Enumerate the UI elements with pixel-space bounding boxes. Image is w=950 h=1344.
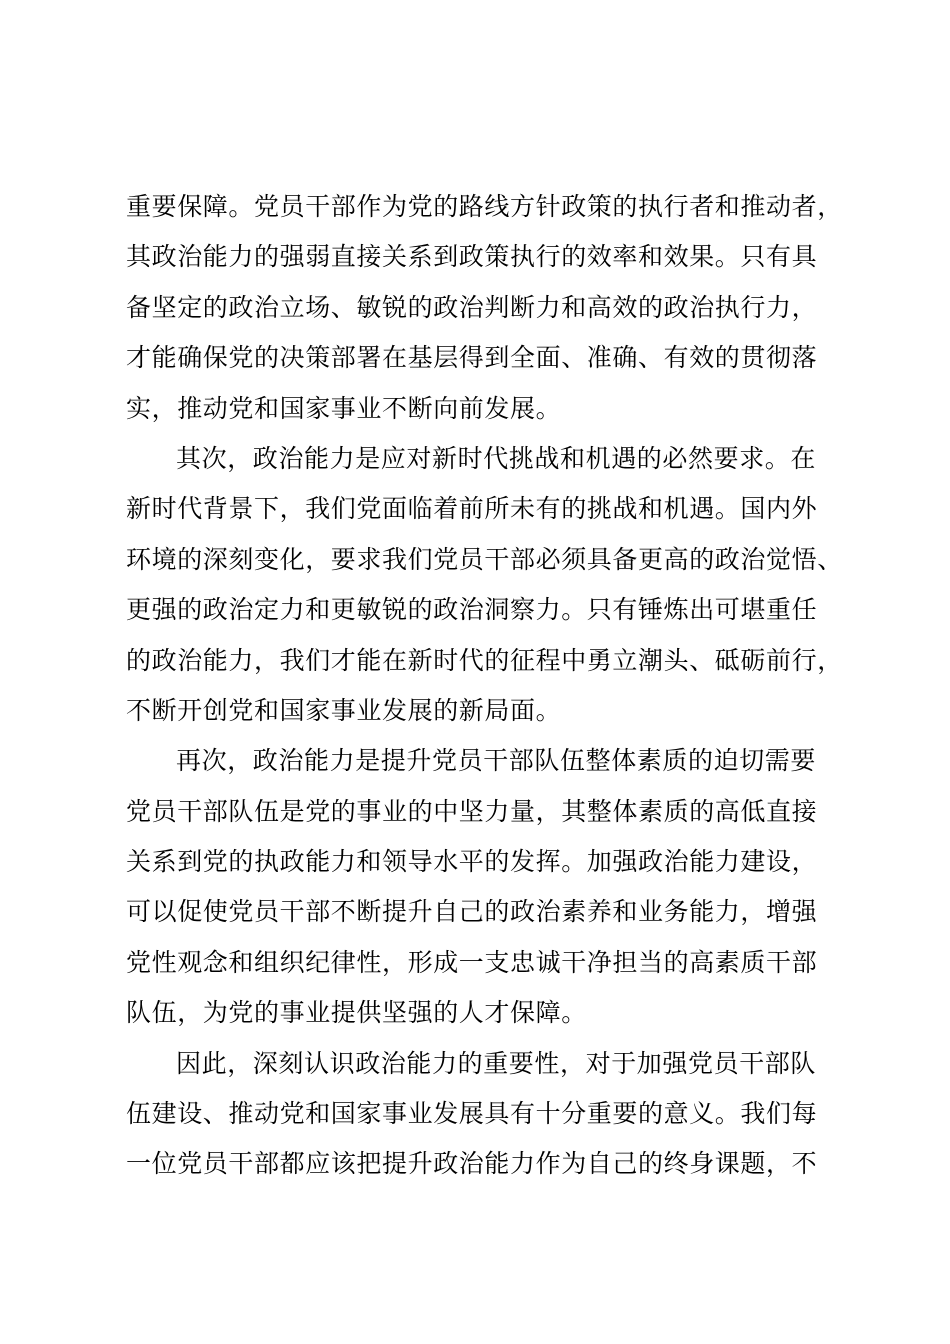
text-line: 其政治能力的强弱直接关系到政策执行的效率和效果。只有具 bbox=[126, 242, 818, 272]
text-line: 不断开创党和国家事业发展的新局面。 bbox=[126, 695, 562, 725]
paragraph-first-line: 因此，深刻认识政治能力的重要性，对于加强党员干部队 bbox=[176, 1048, 817, 1078]
paragraph-first-line: 其次，政治能力是应对新时代挑战和机遇的必然要求。在 bbox=[176, 443, 817, 473]
document-body bbox=[126, 182, 856, 1190]
text-line: 环境的深刻变化，要求我们党员干部必须具备更高的政治觉悟、 bbox=[126, 544, 843, 574]
text-line: 一位党员干部都应该把提升政治能力作为自己的终身课题，不 bbox=[126, 1149, 818, 1179]
text-line: 党员干部队伍是党的事业的中坚力量，其整体素质的高低直接 bbox=[126, 796, 818, 826]
text-line: 队伍，为党的事业提供坚强的人才保障。 bbox=[126, 998, 587, 1028]
text-line: 的政治能力，我们才能在新时代的征程中勇立潮头、砥砺前行， bbox=[126, 645, 843, 675]
text-line: 新时代背景下，我们党面临着前所未有的挑战和机遇。国内外 bbox=[126, 494, 818, 524]
text-line: 可以促使党员干部不断提升自己的政治素养和业务能力，增强 bbox=[126, 897, 818, 927]
text-line: 才能确保党的决策部署在基层得到全面、准确、有效的贯彻落 bbox=[126, 343, 818, 373]
text-line: 备坚定的政治立场、敏锐的政治判断力和高效的政治执行力， bbox=[126, 292, 818, 322]
text-line: 重要保障。党员干部作为党的路线方针政策的执行者和推动者， bbox=[126, 192, 843, 221]
text-line: 关系到党的执政能力和领导水平的发挥。加强政治能力建设， bbox=[126, 847, 818, 877]
text-line: 伍建设、推动党和国家事业发展具有十分重要的意义。我们每 bbox=[126, 1099, 818, 1129]
text-line: 党性观念和组织纪律性，形成一支忠诚干净担当的高素质干部 bbox=[126, 947, 818, 977]
text-line: 更强的政治定力和更敏锐的政治洞察力。只有锤炼出可堪重任 bbox=[126, 595, 818, 625]
text-line: 实，推动党和国家事业不断向前发展。 bbox=[126, 393, 562, 423]
paragraph-first-line: 再次，政治能力是提升党员干部队伍整体素质的迫切需要 bbox=[176, 746, 817, 776]
